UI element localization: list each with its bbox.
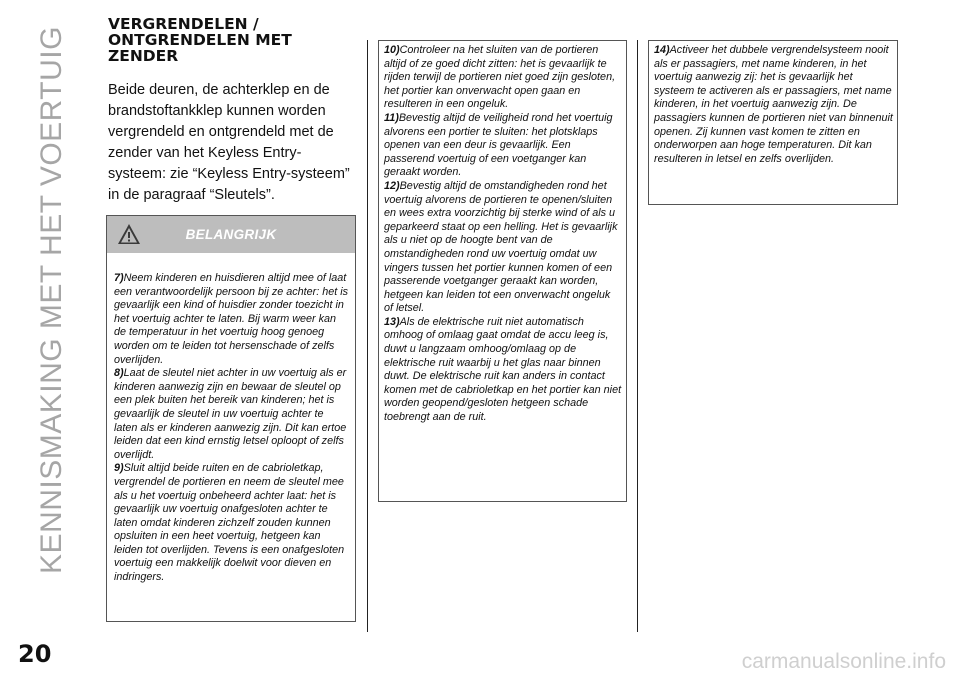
right-notes [649, 41, 897, 166]
note-item: 10)Controleer na het sluiten van de portieren altijd of ze goed dicht zitten: het is gevaarlijk te rijden terwijl de portieren niet goed zijn gesloten, het portier kan onverwacht open gaan en resulteren in een ongeluk. [384, 44, 616, 111]
note-item: 13)Als de elektrische ruit niet automatisch omhoog of omlaag gaat omdat de accu leeg is, duwt u langzaam omhoog/omlaag op de elektrische ruit waarbij u het glas naar binnen duwt. De elektrische ruit kan anders in contact komen met de cabrioletkap en het portier kan niet worden geopend/gesloten hetgeen schade toebrengt aan de ruit. [384, 315, 622, 424]
middle-notes [379, 41, 626, 425]
chapter-side-tab: KENNISMAKING MET HET VOERTUIG [35, 26, 68, 574]
warning-title: BELANGRIJK [185, 227, 277, 242]
note-item: 14)Activeer het dubbele vergrendelsysteem nooit als er passagiers, met name kinderen, in het voertuig aanwezig zij: het is gevaarlijk het systeem te activeren als er passagiers, met name kinderen, in het voertuig aanwezig zijn. De passagiers kunnen de portieren niet van binnenuit openen. Zij kunnen vast komen te zitten en onderworpen aan hoge temperaturen. Dit kan resulteren in letsel en zelfs overlijden. [654, 44, 893, 165]
column-divider-1 [367, 40, 368, 632]
warning-notes [107, 253, 355, 585]
warning-header [107, 216, 355, 253]
note-item: 7)Neem kinderen en huisdieren altijd mee of laat een verantwoordelijk persoon bij ze achter: het is gevaarlijk een kind of huisdier zonder toezicht in het voertuig achter te laten. Bij warm weer kan de temperatuur in het voertuig hoog genoeg worden om te leiden tot hersenschade of zelfs overlijden. [114, 272, 349, 366]
page-number: 20 [18, 640, 52, 668]
section-body: Beide deuren, de achterklep en de brandstoftankklep kunnen worden vergrendeld en ontgrendeld met de zender van het Keyless Entry-systeem: zie “Keyless Entry-systeem” in de paragraaf “Sleutels”. [108, 82, 350, 203]
watermark: carmanualsonline.info [741, 650, 946, 673]
note-item: 9)Sluit altijd beide ruiten en de cabrioletkap, vergrendel de portieren en neem de sleutel mee als u het voertuig onbeheerd achter laat: het is gevaarlijk uw voertuig onafgesloten achter te laten omdat kinderen zichzelf zouden kunnen opsluiten in een heet voertuig, hetgeen kan leiden tot overlijden. Tevens is een onafgesloten voertuig een makkelijk doelwit voor dieven en indringers. [114, 462, 345, 584]
section-title: VERGRENDELEN / ONTGRENDELEN MET ZENDER [108, 15, 292, 65]
warning-triangle-icon [117, 223, 141, 245]
note-item: 8)Laat de sleutel niet achter in uw voertuig als er kinderen aanwezig zijn en bewaar de sleutel op een plek buiten het bereik van kinderen; het is gevaarlijk de sleutel in uw voertuig achter te laten als er kinderen aanwezig zijn. Dit kan ertoe leiden dat een kind ernstig letsel oploopt of zelfs overlijdt. [114, 367, 347, 461]
note-item: 11)Bevestig altijd de veiligheid rond het voertuig alvorens een portier te sluiten: het plotsklaps openen van een deur is gevaarlijk. Een passerend voertuig of een voetganger kan geraakt worden. [384, 111, 613, 179]
notes-box-right [648, 40, 898, 205]
note-item: 12)Bevestig altijd de omstandigheden rond het voertuig alvorens de portieren te openen/sluiten en wees extra voorzichtig bij sterke wind of als u geparkeerd staat op een helling. Het is gevaarlijk als u niet op de hoogte bent van de omstandigheden rond uw voertuig omdat uw vingers tussen het portier kunnen komen of een passerende voetganger geraakt kan worden, hetgeen kan leiden tot een onverwacht ongeluk of letsel. [384, 179, 618, 315]
notes-box-middle [378, 40, 627, 502]
column-divider-2 [637, 40, 638, 632]
warning-box [106, 215, 356, 622]
